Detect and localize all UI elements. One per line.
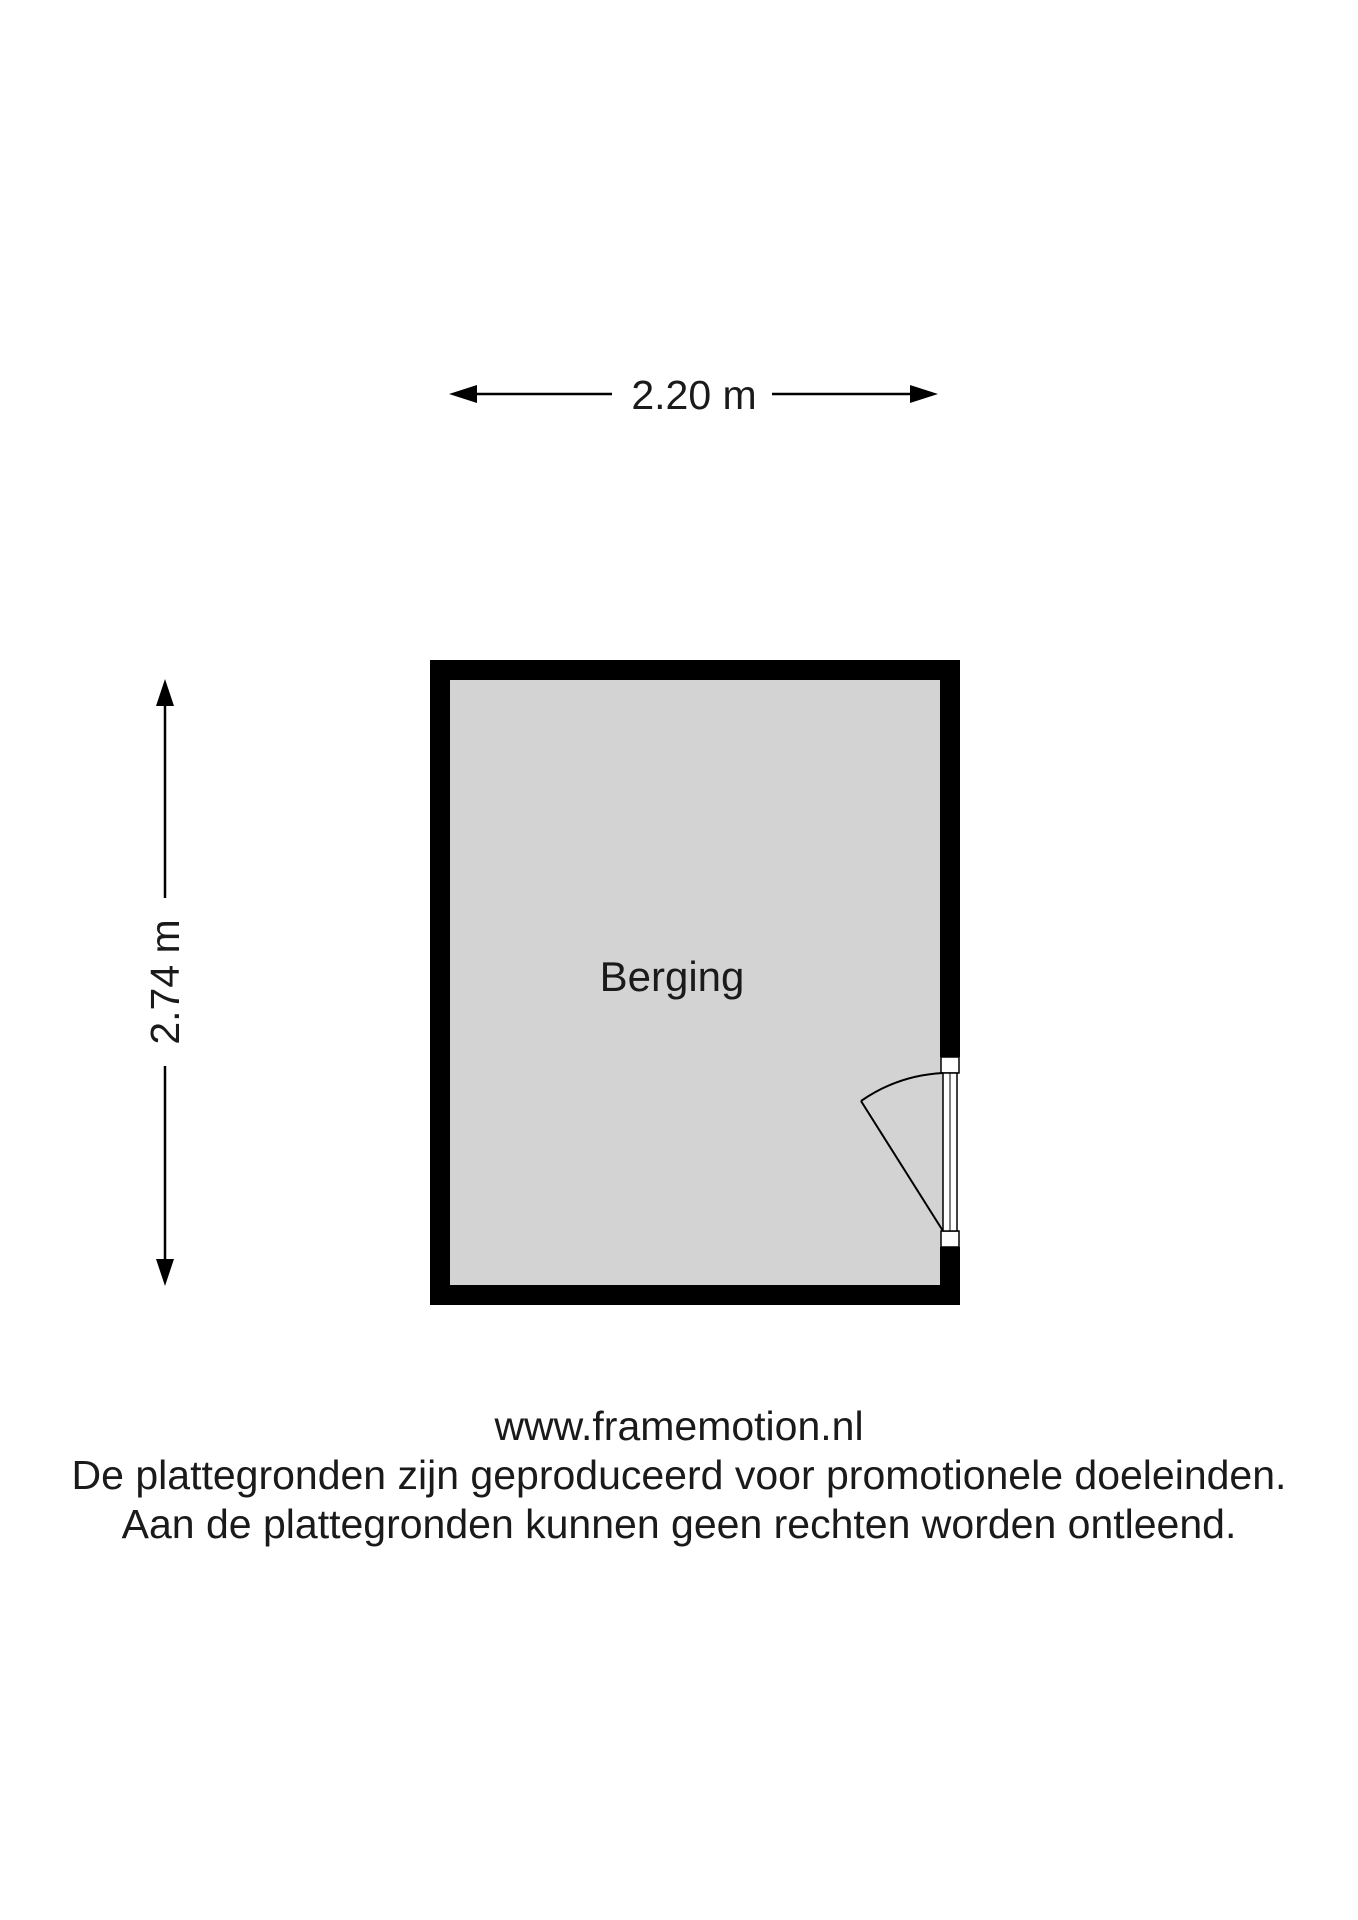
wall-right-lower bbox=[940, 1247, 960, 1305]
room-berging bbox=[430, 660, 960, 1305]
wall-bottom bbox=[430, 1285, 960, 1305]
width-dimension-label: 2.20 m bbox=[631, 372, 757, 418]
footer-notes bbox=[0, 1402, 1358, 1549]
disclaimer-line-1: De plattegronden zijn geproduceerd voor promotionele doeleinden. bbox=[71, 1452, 1287, 1498]
wall-left bbox=[430, 660, 450, 1305]
width-dimension bbox=[449, 372, 938, 418]
disclaimer-line-2: Aan de plattegronden kunnen geen rechten worden ontleend. bbox=[121, 1501, 1237, 1547]
height-arrow-up-icon bbox=[156, 679, 174, 706]
height-arrow-down-icon bbox=[156, 1259, 174, 1286]
wall-top bbox=[430, 660, 960, 680]
door-jamb-top bbox=[941, 1057, 959, 1073]
width-arrow-left-icon bbox=[449, 385, 477, 403]
door-jamb-bottom bbox=[941, 1231, 959, 1247]
wall-right-upper bbox=[940, 660, 960, 1057]
height-dimension-label: 2.74 m bbox=[142, 919, 188, 1045]
room-label: Berging bbox=[599, 953, 745, 1000]
width-arrow-right-icon bbox=[910, 385, 938, 403]
height-dimension bbox=[142, 679, 188, 1286]
website-link[interactable]: www.framemotion.nl bbox=[494, 1403, 864, 1449]
